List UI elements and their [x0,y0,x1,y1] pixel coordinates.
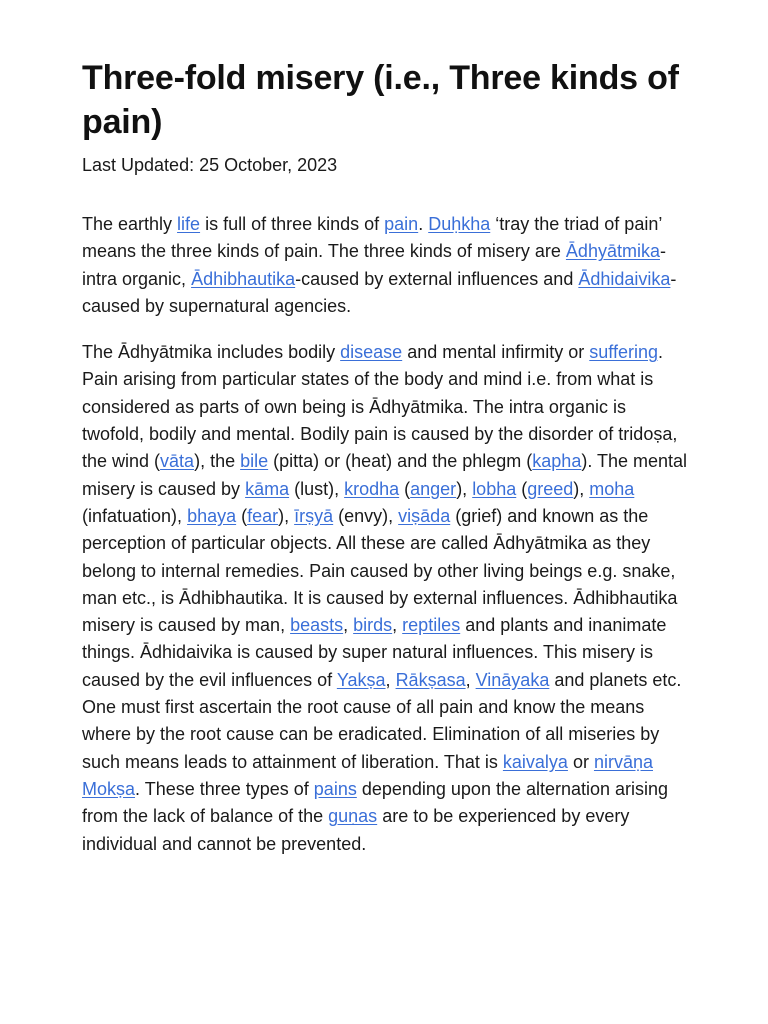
text: and plants and inanimate things. Ādhidaivika is caused by super natural influences. This misery is caused by the evil influences of [82,615,667,690]
text: are to be experienced by every individual and cannot be prevented. [82,806,630,854]
text: The earthly [82,214,178,234]
link-suffering[interactable]: suffering [589,342,658,363]
link-adhidaivika[interactable]: Ādhidaivika [578,268,671,289]
page-title: Three-fold misery (i.e., Three kinds of pain) [82,59,679,141]
text: -intra organic, [82,241,666,289]
text: (envy), [333,505,399,526]
text: . These three types of [135,778,314,799]
link-bhaya[interactable]: bhaya [187,505,237,526]
text: ‘tray the triad of pain’ means the three kinds of pain. The three kinds of misery are [82,214,662,262]
text: (pitta) or (heat) and the phlegm ( [268,451,533,472]
link-gunas[interactable]: guṇas [328,806,378,827]
text: , [465,669,476,690]
link-greed[interactable]: greed [527,478,574,499]
text: depending upon the alternation arising from the lack of balance of the [82,778,669,827]
text: (grief) and known as the perception of particular objects. All these are called Ādhyātmika as they belong to internal remedies. Pain caused by other living beings e.g. snake, man etc., is Ādhibhautika. It is caused by external influences. Ādhibhautika misery is caused by man, [82,505,678,636]
text: -caused by supernatural agencies. [82,268,677,316]
paragraph-body [82,339,692,858]
link-pain[interactable]: pain [384,214,419,234]
link-life[interactable]: life [177,214,201,234]
link-raksasa[interactable]: Rākṣasa [395,669,466,690]
link-fear[interactable]: fear [247,505,279,526]
link-bile[interactable]: bile [240,451,269,472]
text: ( [399,478,411,499]
text: -caused by external influences and [295,268,579,289]
link-moksa[interactable]: Mokṣa [82,778,136,799]
text: ( [516,478,528,499]
text: (infatuation), [82,505,188,526]
text: . [418,214,429,234]
link-yaksa[interactable]: Yakṣa [336,669,386,690]
link-reptiles[interactable]: reptiles [402,615,461,636]
text: and mental infirmity or [402,342,590,363]
text: ), [573,478,590,499]
last-updated: Last Updated: 25 October, 2023 [82,155,338,175]
text: (lust), [289,478,345,499]
link-duhkha[interactable]: Duḥkha [428,214,491,234]
link-anger[interactable]: anger [410,478,457,499]
text: , [385,669,396,690]
link-adhyatmika[interactable]: Ādhyātmika [565,241,660,262]
link-pains[interactable]: pains [313,778,357,799]
link-irsya[interactable]: īrṣyā [294,505,334,526]
text: ), [278,505,295,526]
link-beasts[interactable]: beasts [290,615,344,636]
text: The Ādhyātmika includes bodily [82,342,341,363]
text: . Pain arising from particular states of the body and mind i.e. from what is considered as parts of own being is Ādhyātmika. The intra organic is twofold, bodily and mental. Bodily pain is caused by the disorder of tridoṣa, the wind ( [82,342,678,472]
link-vata[interactable]: vāta [160,451,195,472]
text: ). The mental misery is caused by [82,451,688,499]
link-nirvana[interactable]: nirvāṇa [593,751,653,772]
link-adhibhautika[interactable]: Ādhibhautika [191,268,296,289]
text: , [343,615,354,636]
text: , [392,615,403,636]
link-kama[interactable]: kāma [245,478,290,499]
text: or [567,751,594,772]
text: ( [236,505,248,526]
link-krodha[interactable]: krodha [344,478,400,499]
text: ), [456,478,473,499]
link-visada[interactable]: viṣāda [398,505,451,526]
text: ), the [194,451,241,472]
article [82,56,692,858]
paragraph-intro [82,211,692,320]
text: is full of three kinds of [200,214,385,234]
link-moha[interactable]: moha [589,478,635,499]
text: and planets etc. One must first ascertain the root cause of all pain and know the means where by the root cause can be eradicated. Elimination of all miseries by such means leads to attainment of liberation. That is [82,669,682,772]
link-disease[interactable]: disease [340,342,403,363]
link-vinayaka[interactable]: Vināyaka [475,669,550,690]
link-birds[interactable]: birds [353,615,393,636]
link-kapha[interactable]: kapha [532,451,582,472]
link-lobha[interactable]: lobha [472,478,517,499]
link-kaivalya[interactable]: kaivalya [502,751,568,772]
